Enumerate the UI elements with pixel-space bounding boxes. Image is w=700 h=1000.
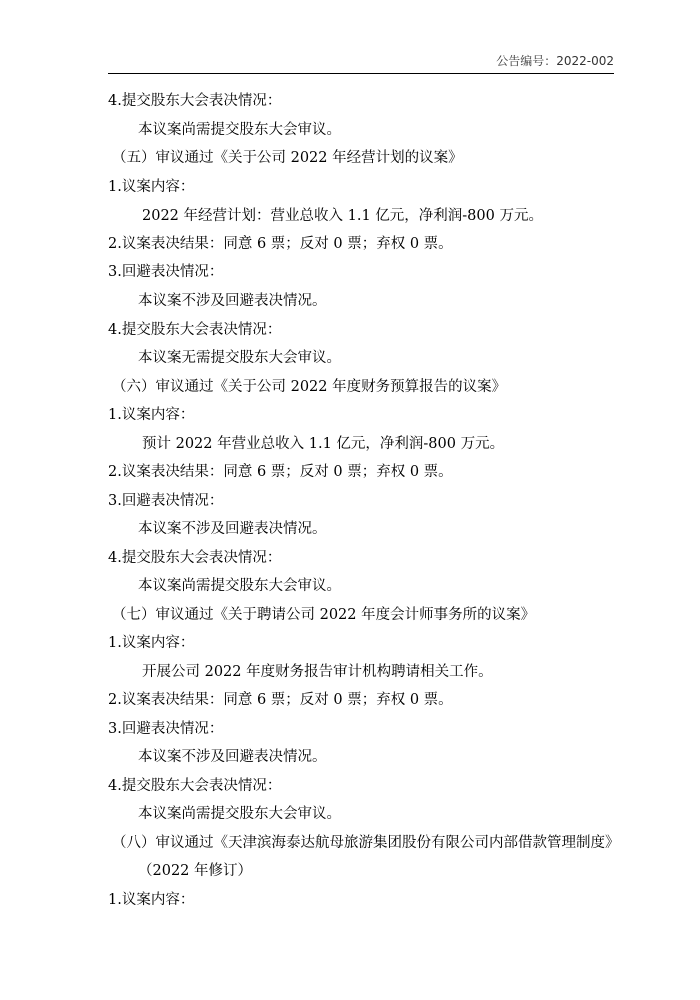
text-line: 本议案不涉及回避表决情况。 (138, 293, 327, 309)
text-line: 2.议案表决结果：同意 6 票；反对 0 票；弃权 0 票。 (108, 692, 453, 708)
text-line: 预计 2022 年营业总收入 1.1 亿元，净利润-800 万元。 (142, 436, 505, 452)
section-heading-continued: （2022 年修订） (138, 863, 253, 879)
section-heading: （七）审议通过《关于聘请公司 2022 年度会计师事务所的议案》 (112, 607, 536, 623)
text-line: 本议案不涉及回避表决情况。 (138, 521, 327, 537)
text-line: 开展公司 2022 年度财务报告审计机构聘请相关工作。 (142, 664, 493, 680)
text-line: 本议案无需提交股东大会审议。 (138, 350, 341, 366)
text-line: 4.提交股东大会表决情况： (108, 93, 282, 109)
text-line: 3.回避表决情况： (108, 493, 224, 509)
text-line: 1.议案内容： (108, 892, 195, 908)
text-line: 2.议案表决结果：同意 6 票；反对 0 票；弃权 0 票。 (108, 464, 453, 480)
text-line: 2.议案表决结果：同意 6 票；反对 0 票；弃权 0 票。 (108, 236, 453, 252)
text-line: 1.议案内容： (108, 179, 195, 195)
section-heading: （五）审议通过《关于公司 2022 年经营计划的议案》 (112, 150, 463, 166)
text-line: 本议案尚需提交股东大会审议。 (138, 122, 341, 138)
announcement-number: 公告编号：2022-002 (496, 54, 614, 68)
text-line: 1.议案内容： (108, 635, 195, 651)
text-line: 本议案尚需提交股东大会审议。 (138, 806, 341, 822)
section-heading: （六）审议通过《关于公司 2022 年度财务预算报告的议案》 (112, 379, 507, 395)
text-line: 4.提交股东大会表决情况： (108, 778, 282, 794)
header-divider (108, 73, 614, 74)
text-line: 2022 年经营计划：营业总收入 1.1 亿元，净利润-800 万元。 (142, 208, 543, 224)
section-heading: （八）审议通过《天津滨海泰达航母旅游集团股份有限公司内部借款管理制度》 (112, 835, 620, 851)
text-line: 1.议案内容： (108, 407, 195, 423)
text-line: 本议案不涉及回避表决情况。 (138, 749, 327, 765)
text-line: 3.回避表决情况： (108, 721, 224, 737)
text-line: 本议案尚需提交股东大会审议。 (138, 578, 341, 594)
text-line: 4.提交股东大会表决情况： (108, 550, 282, 566)
text-line: 3.回避表决情况： (108, 264, 224, 280)
text-line: 4.提交股东大会表决情况： (108, 322, 282, 338)
